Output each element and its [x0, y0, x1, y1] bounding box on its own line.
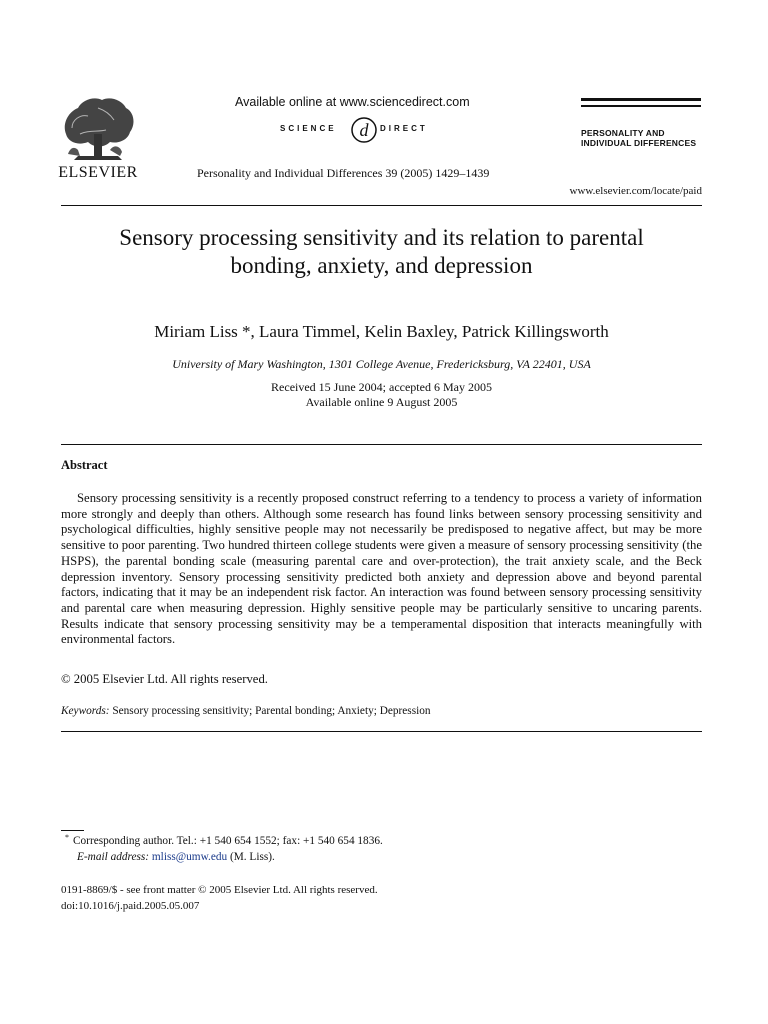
elsevier-tree-icon: [58, 94, 138, 162]
abstract-heading: Abstract: [61, 458, 108, 472]
footnote-email: [77, 851, 275, 863]
sciencedirect-logo: [280, 116, 440, 146]
affiliation: University of Mary Washington, 1301 College Avenue, Fredericksburg, VA 22401, USA: [172, 357, 591, 371]
sciencedirect-right-text: DIRECT: [380, 124, 428, 133]
email-label: E-mail address:: [77, 851, 150, 863]
abstract-top-rule: [61, 444, 702, 445]
abstract-paragraph: Sensory processing sensitivity is a recently proposed construct referring to a tendency to process a variety of information more strongly and deeply than others. Although some research has found links between sensory processing sensitivity and psychological difficulties, highly sensitive people may not necessarily be predisposed to negative affect, but may be more sensitive to poor parenting. Two hundred thirteen college students were given a measure of sensory processing sensitivity (the HSPS), the parental bonding scale (measuring parental care and over-protection), the trait anxiety scale, and the Beck depression inventory. Sensory processing sensitivity predicted both anxiety and depression above and beyond parental factors, indicating that it may be an independent risk factor. An interaction was found between sensory processing sensitivity and parental care when measuring depression. Highly sensitive people may be particularly sensitive to uncaring parents. Results indicate that sensory processing sensitivity may be a temperamental disposition that interacts meaningfully with environmental factors.: [61, 491, 702, 647]
footnote-rule: [61, 830, 84, 831]
abstract-copyright: © 2005 Elsevier Ltd. All rights reserved.: [61, 672, 268, 686]
corresponding-text: Corresponding author. Tel.: +1 540 654 1552; fax: +1 540 654 1836.: [73, 835, 383, 847]
available-date: Available online 9 August 2005: [305, 395, 458, 409]
keywords: [61, 705, 431, 717]
header-rule-thick: [581, 98, 701, 101]
abstract-body: [61, 491, 702, 648]
title-line2: bonding, anxiety, and depression: [230, 253, 533, 278]
email-suffix: (M. Liss).: [227, 851, 275, 863]
footnote-corresponding: [65, 835, 383, 847]
header-rule-thin: [581, 105, 701, 107]
svg-text:d: d: [359, 120, 369, 140]
journal-citation: Personality and Individual Differences 39 (2005) 1429–1439: [197, 166, 490, 180]
title-line1: Sensory processing sensitivity and its relation to parental: [119, 225, 644, 250]
article-title: [61, 224, 702, 280]
author-list: Miriam Liss *, Laura Timmel, Kelin Baxley, Patrick Killingsworth: [154, 322, 609, 341]
email-link[interactable]: mliss@umw.edu: [151, 851, 228, 863]
received-date: Received 15 June 2004; accepted 6 May 2005: [271, 380, 492, 394]
doi-line[interactable]: doi:10.1016/j.paid.2005.05.007: [61, 900, 200, 912]
journal-url-link[interactable]: www.elsevier.com/locate/paid: [569, 185, 702, 197]
header-divider: [61, 205, 702, 206]
keywords-label: Keywords:: [61, 705, 110, 717]
sciencedirect-mark-icon: [350, 116, 378, 144]
keywords-list: Sensory processing sensitivity; Parental bonding; Anxiety; Depression: [112, 705, 431, 717]
abstract-bottom-rule: [61, 731, 702, 732]
sciencedirect-left-text: SCIENCE: [280, 124, 337, 133]
journal-name: [581, 128, 696, 148]
article-dates: [61, 380, 702, 410]
issn-line: 0191-8869/$ - see front matter © 2005 Elsevier Ltd. All rights reserved.: [61, 884, 378, 896]
footnote-star: *: [65, 833, 69, 842]
journal-name-line2: INDIVIDUAL DIFFERENCES: [581, 138, 697, 148]
elsevier-logo: [58, 94, 138, 184]
available-online-link[interactable]: Available online at www.sciencedirect.com: [235, 95, 470, 109]
publisher-logo-text: ELSEVIER: [58, 164, 138, 181]
journal-name-line1: PERSONALITY AND: [581, 128, 665, 138]
